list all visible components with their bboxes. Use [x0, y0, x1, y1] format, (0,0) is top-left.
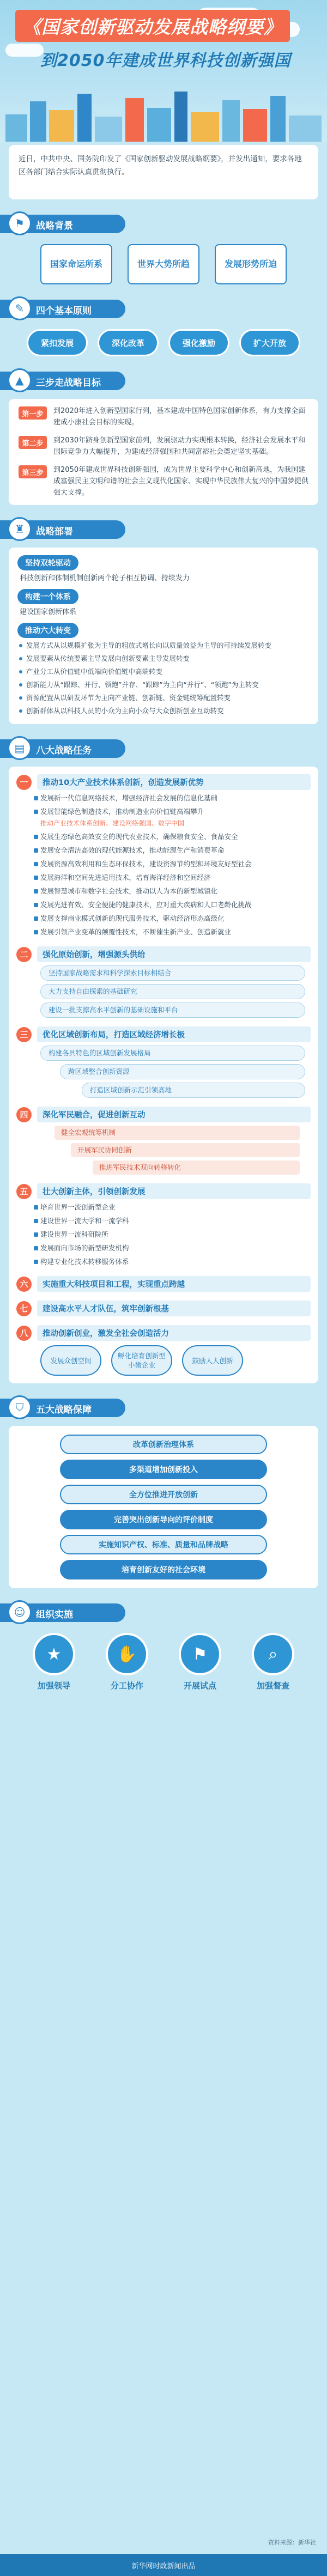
section-heading-background: ⚑ 战略背景	[0, 211, 327, 234]
sub-title: 到2050年建成世界科技创新强国	[40, 51, 291, 70]
source-credit: 资料来源：新华社	[268, 2539, 316, 2546]
deployment-heading: 构建一个体系	[17, 589, 78, 604]
step-item: 第三步 到2050年建成世界科技创新强国，成为世界主要科学中心和创新高地，为我国建成富强民主文明和谐的社会主义现代化国家、实现中华民族伟大复兴的中国梦提供强大支撑。	[19, 464, 308, 499]
transition-item: 产业分工从价值链中低端向价值链中高端转变	[17, 666, 310, 677]
section-heading-three-steps: ▲ 三步走战略目标	[0, 368, 327, 391]
task-pill: 开展军民协同创新	[71, 1143, 300, 1157]
background-card: 国家命运所系	[40, 244, 112, 284]
task-item: 建设世界一流大学和一流学科	[16, 1216, 311, 1226]
task-block: 三 优化区域创新布局，打造区域经济增长极 构建各具特色的区域创新发展格局 跨区域整合创新资源 打造区域创新示范引领高地	[16, 1026, 311, 1098]
section-heading-deployment: ♜ 战略部署	[0, 517, 327, 540]
section-heading-organization: ☺ 组织实施	[0, 1600, 327, 1623]
task-item: 培育世界一流创新型企业	[16, 1202, 311, 1213]
three-steps-panel	[9, 399, 318, 505]
principle-item: 扩大开放	[239, 329, 300, 356]
people-icon: ☺	[8, 1600, 32, 1624]
task-item: 发展引领产业变革的颠覆性技术，不断催生新产业、创造新就业	[16, 927, 311, 938]
cloud-decoration	[5, 44, 44, 57]
task-pill: 推进军民技术双向转移转化	[93, 1161, 300, 1175]
task-item: 发展安全清洁高效的现代能源技术，推动能源生产和消费革命	[16, 845, 311, 856]
principles-row	[0, 329, 327, 356]
principle-item: 深化改革	[98, 329, 159, 356]
city-skyline-illustration	[0, 89, 327, 142]
task-item: 发展海洋和空间先进适用技术，培育海洋经济和空间经济	[16, 872, 311, 883]
chat-bubble-icon: ✎	[8, 296, 32, 320]
flag-icon: ⚑	[8, 211, 32, 235]
task-pill: 健全宏观统筹机制	[55, 1126, 300, 1140]
task-block: 四 深化军民融合，促进创新互动 健全宏观统筹机制 开展军民协同创新 推进军民技术双向转移转化	[16, 1107, 311, 1175]
transition-item: 创新能力从“跟踪、并行、领跑”并存、“跟踪”为主向“并行”、“领跑”为主转变	[17, 679, 310, 690]
task-block: 八 推动创新创业，激发全社会创造活力 发展众创空间 孵化培育创新型小微企业 鼓励人人创新	[16, 1325, 311, 1376]
transition-item: 资源配置从以研发环节为主向产业链、创新链、资金链统筹配置转变	[17, 692, 310, 703]
task-block: 一 推动10大产业技术体系创新，创造发展新优势 发展新一代信息网络技术，增强经济社会发展的信息化基础 发展智能绿色制造技术，推动制造业向价值链高端攀升 推动产业技术体系创新、建设网络强国、数字中国 发展生态绿色高效安全的现代农业技术，确保粮食安全、食品安全 发展安全清洁高效的现代能源技术，推动能源生产和消费革命 发展资源高效利用和生态环保技术，建设资源节约型和环境友好型社会 发展海洋和空间先进适用技术，培育海洋经济和空间经济 发展智慧城市和数字社会技术，推动以人为本的新型城镇化 发展先进有效、安全便捷的健康技术，应对重大疾病和人口老龄化挑战 发展支撑商业模式创新的现代服务技术，驱动经济形态高级化 发展引领产业变革的颠覆性技术，不断催生新产业、创造新就业	[16, 774, 311, 938]
book-icon: ▤	[8, 736, 32, 760]
magnifier-icon: ⌕	[252, 1633, 294, 1675]
task-pill: 坚持国家战略需求和科学探索目标相结合	[40, 965, 305, 981]
transition-item: 发展方式从以规模扩张为主导的粗放式增长向以质量效益为主导的可持续发展转变	[17, 640, 310, 651]
section-heading-tasks: ▤ 八大战略任务	[0, 736, 327, 759]
header-banner	[0, 0, 327, 142]
guarantee-item: 多渠道增加创新投入	[60, 1460, 267, 1479]
task-item: 发展智能绿色制造技术，推动制造业向价值链高端攀升	[16, 806, 311, 817]
guarantee-item: 改革创新治理体系	[60, 1435, 267, 1454]
guarantees-panel	[9, 1426, 318, 1588]
principle-item: 强化激励	[168, 329, 229, 356]
task-pill: 构建各具特色的区域创新发展格局	[40, 1046, 305, 1061]
task-pill: 打造区域创新示范引领高地	[82, 1083, 305, 1098]
principle-item: 紧扣发展	[27, 329, 88, 356]
task-block: 七 建设高水平人才队伍，筑牢创新根基	[16, 1301, 311, 1316]
main-title: 《国家创新驱动发展战略纲要》	[15, 10, 290, 42]
organization-row	[0, 1633, 327, 1691]
task-pill: 建设一批支撑高水平创新的基础设施和平台	[40, 1003, 305, 1018]
task-circle: 孵化培育创新型小微企业	[111, 1345, 172, 1376]
stairs-icon: ▲	[8, 368, 32, 392]
task-item: 发展智慧城市和数字社会技术，推动以人为本的新型城镇化	[16, 886, 311, 897]
task-pill: 大力支持自由探索的基础研究	[40, 984, 305, 999]
tasks-panel	[9, 767, 318, 1383]
task-item: 发展先进有效、安全便捷的健康技术，应对重大疾病和人口老龄化挑战	[16, 900, 311, 910]
intro-paragraph: 近日，中共中央、国务院印发了《国家创新驱动发展战略纲要》，并发出通知，要求各地区各部门结合实际认真贯彻执行。	[9, 145, 318, 199]
transition-item: 发展要素从传统要素主导发展向创新要素主导发展转变	[17, 653, 310, 664]
deployment-heading: 坚持双轮驱动	[17, 555, 78, 570]
task-block: 二 强化原始创新，增强源头供给 坚持国家战略需求和科学探索目标相结合 大力支持自由探索的基础研究 建设一批支撑高水平创新的基础设施和平台	[16, 946, 311, 1018]
handshake-icon: ✋	[106, 1633, 148, 1675]
guarantee-item: 全方位推进开放创新	[60, 1485, 267, 1504]
step-item: 第二步 到2030年跻身创新型国家前列，发展驱动力实现根本转换，经济社会发展水平和国际竞争力大幅提升，为建成经济强国和共同富裕社会奠定坚实基础。	[19, 435, 308, 458]
task-item: 建设世界一流科研院所	[16, 1229, 311, 1240]
guarantee-item: 培育创新友好的社会环境	[60, 1560, 267, 1579]
task-item: 发展资源高效利用和生态环保技术，建设资源节约型和环境友好型社会	[16, 859, 311, 870]
task-block: 六 实施重大科技项目和工程，实现重点跨越	[16, 1276, 311, 1292]
flag-icon: ⚑	[179, 1633, 221, 1675]
background-card: 发展形势所迫	[215, 244, 287, 284]
organization-item: ★ 加强领导	[23, 1633, 84, 1691]
task-circle: 发展众创空间	[40, 1345, 101, 1376]
task-item: 发展支撑商业模式创新的现代服务技术，驱动经济形态高级化	[16, 913, 311, 924]
deployment-heading: 推动六大转变	[17, 623, 78, 638]
step-item: 第一步 到2020年进入创新型国家行列，基本建成中国特色国家创新体系，有力支撑全面建成小康社会目标的实现。	[19, 405, 308, 428]
background-cards	[0, 244, 327, 284]
organization-item: ✋ 分工协作	[96, 1633, 158, 1691]
section-heading-guarantees: ⛉ 五大战略保障	[0, 1395, 327, 1418]
task-block: 五 壮大创新主体，引领创新发展 培育世界一流创新型企业 建设世界一流大学和一流学科 建设世界一流科研院所 发展面向市场的新型研发机构 构建专业化技术转移服务体系	[16, 1183, 311, 1267]
task-circle: 鼓励人人创新	[182, 1345, 243, 1376]
deployment-panel: 坚持双轮驱动 科技创新和体制机制创新两个轮子相互协调、持续发力 构建一个体系 建设国家创新体系 推动六大转变 发展方式从以规模扩张为主导的粗放式增长向以质量效益为主导的可持续发展转变 发展要素从传统要素主导发展向创新要素主导发展转变 产业分工从价值链中低端向价值链中高端转变 创新能力从“跟踪、并行、领跑”并存、“跟踪”为主向“并行”、“领跑”为主转变 资源配置从以研发环节为主向产业链、创新链、资金链统筹配置转变 创新群体从以科技人员的小众为主向小众与大众创新创业互动转变	[9, 548, 318, 724]
transition-item: 创新群体从以科技人员的小众为主向小众与大众创新创业互动转变	[17, 705, 310, 716]
chess-icon: ♜	[8, 517, 32, 541]
organization-item: ⚑ 开展试点	[169, 1633, 231, 1691]
footer-credit: 新华网时政新闻出品	[0, 2554, 327, 2576]
task-item: 发展新一代信息网络技术，增强经济社会发展的信息化基础	[16, 793, 311, 804]
guarantee-item: 实施知识产权、标准、质量和品牌战略	[60, 1535, 267, 1554]
task-note: 推动产业技术体系创新、建设网络强国、数字中国	[40, 819, 185, 827]
lead-icon: ★	[33, 1633, 75, 1675]
background-card: 世界大势所趋	[128, 244, 199, 284]
task-item: 发展面向市场的新型研发机构	[16, 1243, 311, 1254]
shield-icon: ⛉	[8, 1395, 32, 1419]
organization-item: ⌕ 加强督查	[243, 1633, 304, 1691]
section-heading-principles: ✎ 四个基本原则	[0, 296, 327, 319]
guarantee-item: 完善突出创新导向的评价制度	[60, 1510, 267, 1529]
task-pill: 跨区域整合创新资源	[60, 1064, 305, 1079]
task-item: 发展生态绿色高效安全的现代农业技术，确保粮食安全、食品安全	[16, 831, 311, 842]
task-item: 构建专业化技术转移服务体系	[16, 1256, 311, 1267]
